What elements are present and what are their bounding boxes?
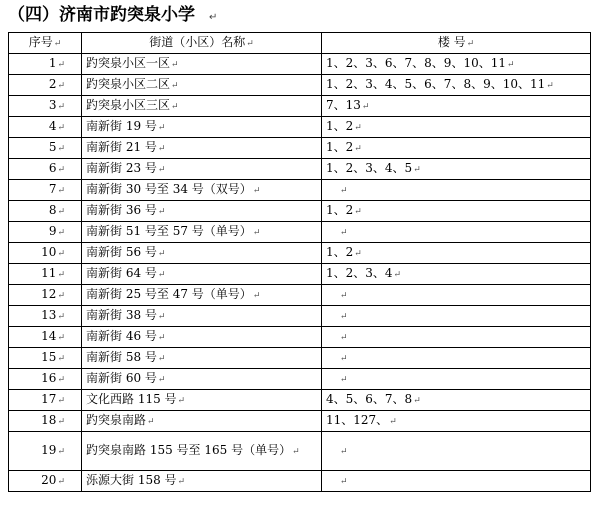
- cell-mark-icon: ↵: [246, 39, 254, 49]
- cell-no-text: 15: [41, 350, 57, 364]
- cell-street: [82, 201, 322, 222]
- cell-street-text: 趵突泉小区二区: [86, 77, 171, 91]
- cell-floors: [322, 180, 591, 201]
- cell-mark-icon: ↵: [340, 186, 348, 196]
- cell-no: [9, 138, 82, 159]
- cell-street: [82, 327, 322, 348]
- cell-street: [82, 180, 322, 201]
- cell-no-text: 1: [48, 56, 57, 70]
- table-body: [9, 54, 591, 492]
- cell-floors-text: 7、13: [326, 98, 361, 112]
- cell-street-text: 南新街 21 号: [86, 140, 157, 154]
- cell-mark-icon: ↵: [57, 186, 65, 196]
- cell-floors: [322, 390, 591, 411]
- cell-no-text: 20: [41, 473, 57, 487]
- header-street: [82, 33, 322, 54]
- table-row: [9, 243, 591, 264]
- cell-no: [9, 390, 82, 411]
- table-row: [9, 159, 591, 180]
- cell-no: [9, 369, 82, 390]
- cell-floors: [322, 264, 591, 285]
- cell-street-text: 南新街 56 号: [86, 245, 157, 259]
- cell-mark-icon: ↵: [157, 123, 166, 133]
- cell-no-text: 9: [48, 224, 57, 238]
- cell-street: [82, 264, 322, 285]
- cell-floors: [322, 348, 591, 369]
- cell-floors: [322, 138, 591, 159]
- table-row: [9, 201, 591, 222]
- cell-floors: [322, 471, 591, 492]
- cell-street: [82, 369, 322, 390]
- cell-no-text: 14: [41, 329, 57, 343]
- cell-mark-icon: ↵: [252, 291, 261, 301]
- cell-mark-icon: ↵: [389, 417, 397, 427]
- cell-street: [82, 285, 322, 306]
- cell-no: [9, 180, 82, 201]
- cell-mark-icon: ↵: [157, 375, 166, 385]
- cell-mark-icon: ↵: [157, 312, 166, 322]
- heading-title: （四）济南市趵突泉小学: [8, 5, 195, 25]
- table-row: [9, 96, 591, 117]
- cell-mark-icon: ↵: [147, 417, 155, 427]
- cell-floors-text: 11、127、: [326, 413, 389, 427]
- header-floors: [322, 33, 591, 54]
- cell-floors: [322, 222, 591, 243]
- cell-street-text: 南新街 38 号: [86, 308, 157, 322]
- cell-no-text: 5: [48, 140, 57, 154]
- table-row: [9, 285, 591, 306]
- cell-no: [9, 348, 82, 369]
- cell-mark-icon: ↵: [57, 291, 65, 301]
- header-street-label: 街道（小区）名称: [149, 35, 246, 49]
- cell-no: [9, 471, 82, 492]
- cell-mark-icon: ↵: [157, 333, 166, 343]
- cell-mark-icon: ↵: [57, 354, 65, 364]
- cell-street-text: 南新街 64 号: [86, 266, 157, 280]
- document-heading: [8, 2, 217, 28]
- cell-mark-icon: ↵: [57, 312, 65, 322]
- cell-mark-icon: ↵: [57, 207, 65, 217]
- table-row: [9, 411, 591, 432]
- cell-mark-icon: ↵: [340, 375, 348, 385]
- cell-street: [82, 96, 322, 117]
- cell-no-text: 11: [41, 266, 57, 280]
- cell-street-text: 趵突泉小区三区: [86, 98, 171, 112]
- cell-mark-icon: ↵: [57, 144, 65, 154]
- cell-no-text: 2: [48, 77, 57, 91]
- cell-street: [82, 411, 322, 432]
- cell-street-text: 南新街 25 号至 47 号（单号）: [86, 287, 252, 301]
- address-table: [8, 32, 591, 492]
- cell-no-text: 17: [41, 392, 57, 406]
- cell-mark-icon: ↵: [57, 249, 65, 259]
- cell-no: [9, 432, 82, 471]
- cell-floors-text: 1、2: [326, 203, 354, 217]
- cell-floors: [322, 243, 591, 264]
- cell-no-text: 3: [48, 98, 57, 112]
- cell-mark-icon: ↵: [546, 81, 554, 91]
- cell-street: [82, 348, 322, 369]
- table-row: [9, 75, 591, 96]
- cell-mark-icon: ↵: [252, 186, 261, 196]
- cell-floors-text: 1、2、3、4: [326, 266, 393, 280]
- cell-no-text: 6: [48, 161, 57, 175]
- cell-mark-icon: ↵: [171, 81, 179, 91]
- table-row: [9, 117, 591, 138]
- cell-street-text: 南新街 19 号: [86, 119, 157, 133]
- cell-mark-icon: ↵: [340, 333, 348, 343]
- table-row: [9, 180, 591, 201]
- cell-street: [82, 432, 322, 471]
- cell-mark-icon: ↵: [157, 207, 166, 217]
- cell-street-text: 南新街 58 号: [86, 350, 157, 364]
- cell-mark-icon: ↵: [157, 165, 166, 175]
- cell-no-text: 19: [41, 443, 57, 457]
- cell-floors-text: 4、5、6、7、8: [326, 392, 413, 406]
- cell-mark-icon: ↵: [354, 123, 362, 133]
- cell-mark-icon: ↵: [171, 102, 179, 112]
- cell-floors: [322, 432, 591, 471]
- table-header-row: [9, 33, 591, 54]
- cell-no-text: 7: [48, 182, 57, 196]
- cell-mark-icon: ↵: [340, 312, 348, 322]
- cell-mark-icon: ↵: [57, 333, 65, 343]
- cell-mark-icon: ↵: [506, 60, 515, 70]
- cell-no-text: 10: [41, 245, 57, 259]
- cell-no: [9, 327, 82, 348]
- cell-mark-icon: ↵: [157, 249, 166, 259]
- cell-floors: [322, 201, 591, 222]
- cell-street: [82, 390, 322, 411]
- cell-mark-icon: ↵: [340, 477, 348, 487]
- cell-floors: [322, 75, 591, 96]
- cell-no: [9, 75, 82, 96]
- cell-mark-icon: ↵: [57, 270, 65, 280]
- header-no-label: 序号: [28, 35, 53, 49]
- cell-street-text: 南新街 36 号: [86, 203, 157, 217]
- cell-no-text: 16: [41, 371, 57, 385]
- cell-floors-text: 1、2: [326, 119, 354, 133]
- cell-street: [82, 159, 322, 180]
- cell-no: [9, 264, 82, 285]
- cell-no-text: 18: [41, 413, 57, 427]
- table-row: [9, 369, 591, 390]
- cell-floors: [322, 327, 591, 348]
- table-row: [9, 432, 591, 471]
- cell-no: [9, 306, 82, 327]
- cell-no-text: 12: [41, 287, 57, 301]
- cell-street-text: 南新街 60 号: [86, 371, 157, 385]
- cell-floors: [322, 117, 591, 138]
- cell-mark-icon: ↵: [57, 447, 65, 457]
- cell-street-text: 南新街 46 号: [86, 329, 157, 343]
- cell-no-text: 8: [48, 203, 57, 217]
- cell-street: [82, 471, 322, 492]
- cell-mark-icon: ↵: [354, 249, 362, 259]
- cell-no: [9, 54, 82, 75]
- cell-no: [9, 411, 82, 432]
- cell-mark-icon: ↵: [413, 165, 421, 175]
- cell-mark-icon: ↵: [157, 354, 166, 364]
- table-row: [9, 138, 591, 159]
- cell-no: [9, 243, 82, 264]
- cell-mark-icon: ↵: [413, 396, 421, 406]
- cell-mark-icon: ↵: [466, 39, 475, 49]
- cell-street: [82, 243, 322, 264]
- cell-mark-icon: ↵: [354, 207, 362, 217]
- cell-mark-icon: ↵: [157, 270, 166, 280]
- cell-floors: [322, 96, 591, 117]
- cell-floors-text: 1、2、3、4、5、6、7、8、9、10、11: [326, 77, 546, 91]
- cell-no: [9, 159, 82, 180]
- table-row: [9, 306, 591, 327]
- cell-floors: [322, 54, 591, 75]
- cell-mark-icon: ↵: [340, 228, 348, 238]
- cell-street: [82, 117, 322, 138]
- cell-mark-icon: ↵: [171, 60, 179, 70]
- cell-no-text: 13: [41, 308, 57, 322]
- cell-mark-icon: ↵: [361, 102, 370, 112]
- table-row: [9, 348, 591, 369]
- cell-street: [82, 138, 322, 159]
- cell-mark-icon: ↵: [393, 270, 402, 280]
- header-no: [9, 33, 82, 54]
- cell-street-text: 南新街 30 号至 34 号（双号）: [86, 182, 252, 196]
- cell-street-text: 趵突泉南路 155 号至 165 号（单号）: [86, 443, 292, 457]
- paragraph-mark-icon: ↵: [209, 12, 218, 23]
- cell-street-text: 泺源大街 158 号: [86, 473, 177, 487]
- header-floors-label: 楼 号: [437, 35, 466, 49]
- cell-street-text: 南新街 23 号: [86, 161, 157, 175]
- cell-street-text: 趵突泉南路: [86, 413, 147, 427]
- cell-no: [9, 117, 82, 138]
- cell-mark-icon: ↵: [57, 375, 65, 385]
- cell-street-text: 南新街 51 号至 57 号（单号）: [86, 224, 252, 238]
- cell-floors-text: 1、2: [326, 140, 354, 154]
- cell-mark-icon: ↵: [57, 477, 65, 487]
- cell-mark-icon: ↵: [57, 102, 65, 112]
- cell-no-text: 4: [48, 119, 57, 133]
- cell-no: [9, 222, 82, 243]
- table-row: [9, 264, 591, 285]
- cell-mark-icon: ↵: [57, 417, 65, 427]
- cell-mark-icon: ↵: [292, 447, 300, 457]
- cell-mark-icon: ↵: [177, 396, 186, 406]
- cell-street: [82, 75, 322, 96]
- cell-mark-icon: ↵: [57, 123, 65, 133]
- cell-floors-text: 1、2、3、4、5: [326, 161, 413, 175]
- cell-no: [9, 285, 82, 306]
- cell-mark-icon: ↵: [340, 354, 348, 364]
- cell-no: [9, 96, 82, 117]
- cell-mark-icon: ↵: [340, 291, 348, 301]
- cell-floors-text: 1、2、3、6、7、8、9、10、11: [326, 56, 506, 70]
- cell-mark-icon: ↵: [252, 228, 261, 238]
- cell-floors: [322, 306, 591, 327]
- cell-street-text: 文化西路 115 号: [86, 392, 177, 406]
- table-row: [9, 471, 591, 492]
- cell-mark-icon: ↵: [57, 396, 65, 406]
- cell-floors: [322, 285, 591, 306]
- cell-floors-text: 1、2: [326, 245, 354, 259]
- cell-mark-icon: ↵: [53, 39, 62, 49]
- cell-mark-icon: ↵: [354, 144, 362, 154]
- cell-floors: [322, 411, 591, 432]
- cell-mark-icon: ↵: [340, 447, 348, 457]
- cell-mark-icon: ↵: [57, 165, 65, 175]
- cell-floors: [322, 159, 591, 180]
- cell-street-text: 趵突泉小区一区: [86, 56, 171, 70]
- cell-mark-icon: ↵: [157, 144, 166, 154]
- cell-street: [82, 222, 322, 243]
- cell-floors: [322, 369, 591, 390]
- table-row: [9, 54, 591, 75]
- cell-street: [82, 306, 322, 327]
- table-row: [9, 222, 591, 243]
- cell-mark-icon: ↵: [57, 81, 65, 91]
- table-row: [9, 390, 591, 411]
- cell-mark-icon: ↵: [177, 477, 186, 487]
- table-row: [9, 327, 591, 348]
- cell-mark-icon: ↵: [57, 60, 65, 70]
- cell-no: [9, 201, 82, 222]
- cell-mark-icon: ↵: [57, 228, 65, 238]
- cell-street: [82, 54, 322, 75]
